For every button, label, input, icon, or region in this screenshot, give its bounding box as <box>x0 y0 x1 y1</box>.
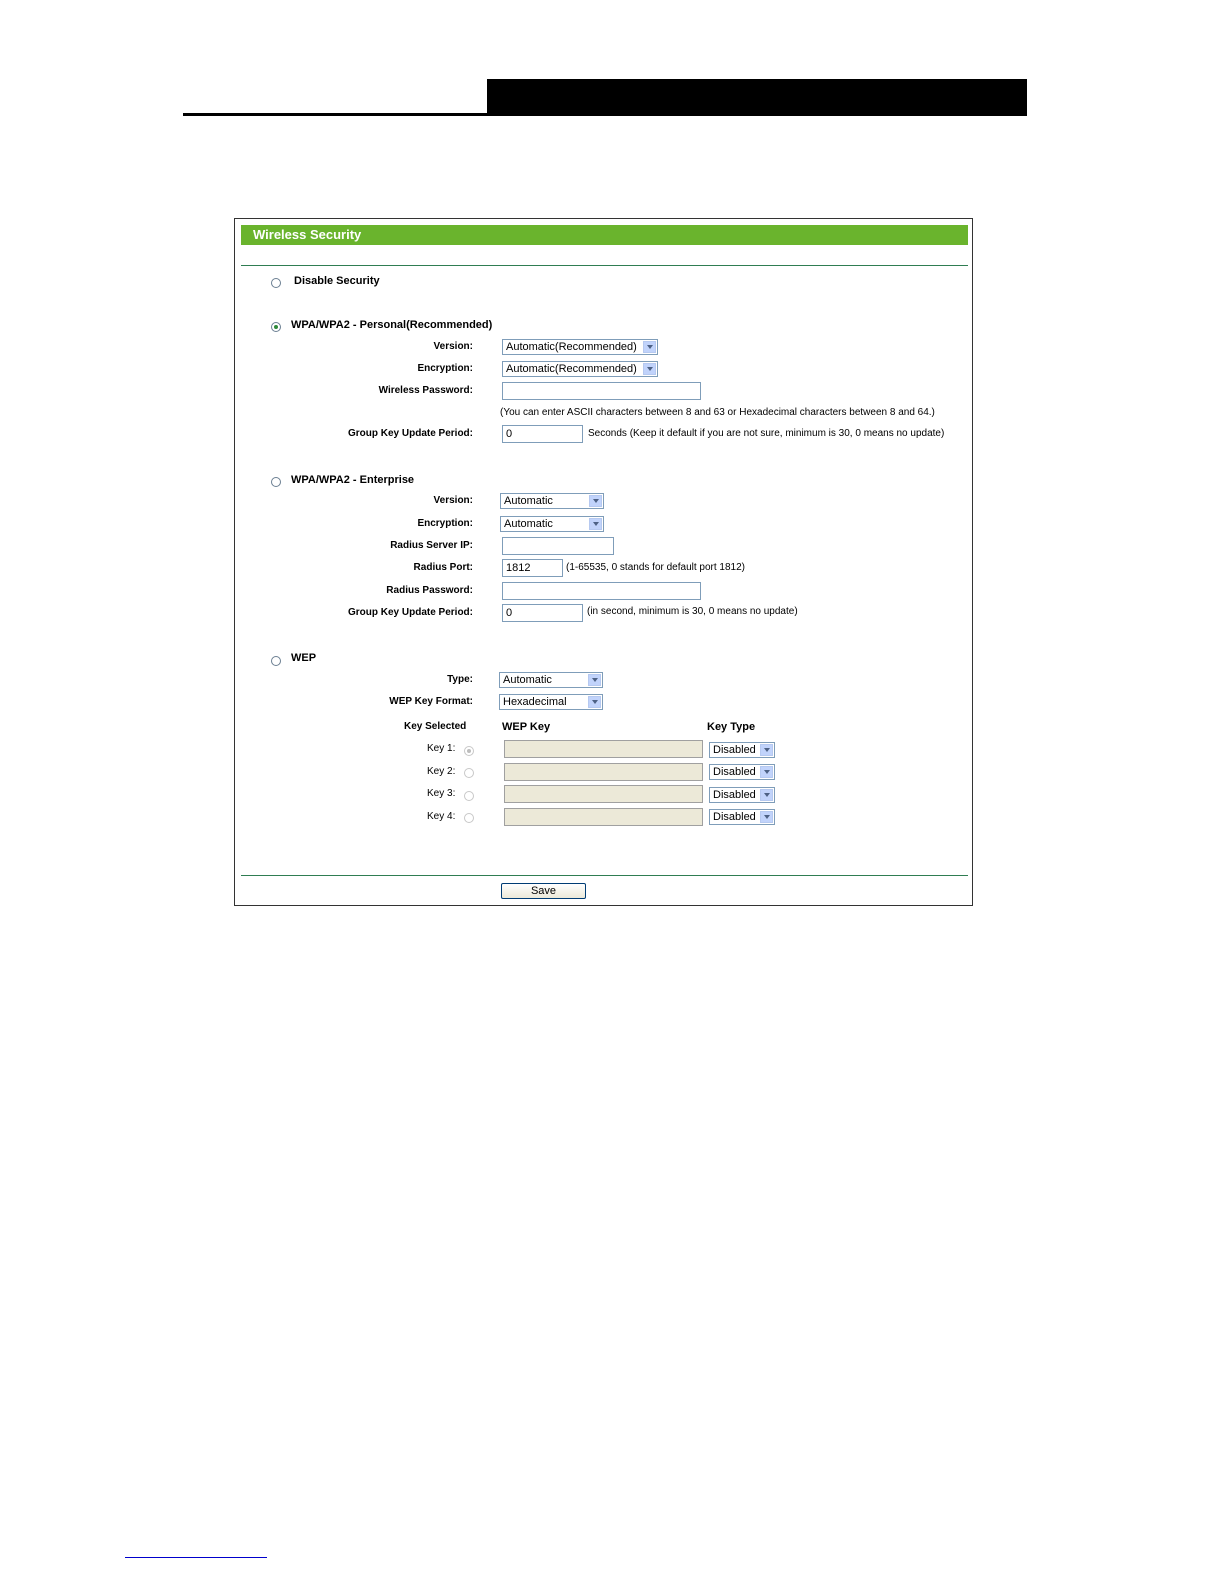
wpa-personal-label: WPA/WPA2 - Personal(Recommended) <box>291 319 493 331</box>
key-3-label: Key 3: <box>427 788 456 799</box>
wpa-enterprise-encryption-select[interactable] <box>500 516 604 532</box>
key-3-type-select[interactable] <box>709 787 775 803</box>
key-4-input[interactable] <box>504 808 703 826</box>
chevron-down-icon <box>760 811 773 823</box>
key-4-type-value: Disabled <box>713 811 756 823</box>
key-3-input[interactable] <box>504 785 703 803</box>
wep-label: WEP <box>291 652 317 664</box>
wpa-enterprise-version-select[interactable] <box>500 493 604 509</box>
save-button[interactable]: Save <box>501 883 586 899</box>
radius-port-input[interactable]: 1812 <box>502 559 563 577</box>
wpa-enterprise-group-key-label: Group Key Update Period: <box>347 607 473 618</box>
col-wep-key: WEP Key <box>502 721 551 733</box>
key-2-label: Key 2: <box>427 766 456 777</box>
wpa-enterprise-encryption-label: Encryption: <box>417 518 473 529</box>
chevron-down-icon <box>589 518 602 530</box>
wpa-personal-version-label: Version: <box>433 341 473 352</box>
footer-link-underline <box>125 1557 267 1558</box>
wpa-personal-encryption-select[interactable] <box>502 361 658 377</box>
page-header-block <box>487 79 1027 116</box>
wpa-personal-group-key-input[interactable]: 0 <box>502 425 583 443</box>
chevron-down-icon <box>589 495 602 507</box>
disable-security-label: Disable Security <box>294 275 380 287</box>
radius-password-input[interactable] <box>502 582 701 600</box>
chevron-down-icon <box>643 341 656 353</box>
col-key-selected: Key Selected <box>404 721 467 732</box>
key-2-input[interactable] <box>504 763 703 781</box>
wpa-personal-group-key-label: Group Key Update Period: <box>347 428 473 439</box>
key-4-label: Key 4: <box>427 811 456 822</box>
radius-port-label: Radius Port: <box>413 562 473 573</box>
chevron-down-icon <box>760 744 773 756</box>
wireless-password-label: Wireless Password: <box>378 385 473 396</box>
radius-password-label: Radius Password: <box>386 585 473 596</box>
key-1-type-select[interactable] <box>709 742 775 758</box>
chevron-down-icon <box>760 789 773 801</box>
wep-key-format-value: Hexadecimal <box>503 696 567 708</box>
wpa-enterprise-group-key-input[interactable]: 0 <box>502 604 583 622</box>
key-3-type-value: Disabled <box>713 789 756 801</box>
wpa-enterprise-radio[interactable] <box>271 477 281 487</box>
radius-server-ip-label: Radius Server IP: <box>390 540 473 551</box>
chevron-down-icon <box>588 674 601 686</box>
chevron-down-icon <box>643 363 656 375</box>
wpa-personal-encryption-label: Encryption: <box>417 363 473 374</box>
wpa-enterprise-version-label: Version: <box>433 495 473 506</box>
wireless-password-hint: (You can enter ASCII characters between 8 and 63 or Hexadecimal characters between 8 and 64.) <box>500 407 935 418</box>
key-2-type-select[interactable] <box>709 764 775 780</box>
key-1-radio[interactable] <box>464 746 474 756</box>
top-divider <box>241 265 968 266</box>
panel-title: Wireless Security <box>253 227 362 242</box>
key-1-label: Key 1: <box>427 743 456 754</box>
key-1-type-value: Disabled <box>713 744 756 756</box>
key-4-radio[interactable] <box>464 813 474 823</box>
radius-port-hint: (1-65535, 0 stands for default port 1812) <box>566 562 746 573</box>
key-3-radio[interactable] <box>464 791 474 801</box>
panel-titlebar <box>241 225 968 245</box>
wpa-personal-encryption-value: Automatic(Recommended) <box>506 363 637 375</box>
chevron-down-icon <box>588 696 601 708</box>
wep-key-format-select[interactable] <box>499 694 603 710</box>
wpa-personal-version-value: Automatic(Recommended) <box>506 341 637 353</box>
key-1-input[interactable] <box>504 740 703 758</box>
wpa-enterprise-label: WPA/WPA2 - Enterprise <box>291 474 415 486</box>
disable-security-radio[interactable] <box>271 278 281 288</box>
key-2-type-value: Disabled <box>713 766 756 778</box>
wpa-enterprise-version-value: Automatic <box>504 495 553 507</box>
wpa-personal-group-key-hint: Seconds (Keep it default if you are not sure, minimum is 30, 0 means no update) <box>588 428 945 439</box>
wep-type-select[interactable] <box>499 672 603 688</box>
wireless-password-input[interactable] <box>502 382 701 400</box>
radius-server-ip-input[interactable] <box>502 537 614 555</box>
wep-radio[interactable] <box>271 656 281 666</box>
key-4-type-select[interactable] <box>709 809 775 825</box>
wireless-security-panel <box>234 218 973 906</box>
page-header-rule <box>183 113 1027 116</box>
wpa-personal-version-select[interactable] <box>502 339 658 355</box>
wep-key-format-label: WEP Key Format: <box>389 696 473 707</box>
bottom-divider <box>241 875 968 876</box>
wpa-personal-radio[interactable] <box>271 322 281 332</box>
chevron-down-icon <box>760 766 773 778</box>
wpa-enterprise-group-key-hint: (in second, minimum is 30, 0 means no update) <box>587 606 798 617</box>
wpa-enterprise-encryption-value: Automatic <box>504 518 553 530</box>
wep-type-label: Type: <box>447 674 473 685</box>
col-key-type: Key Type <box>707 721 756 733</box>
wep-type-value: Automatic <box>503 674 552 686</box>
key-2-radio[interactable] <box>464 768 474 778</box>
